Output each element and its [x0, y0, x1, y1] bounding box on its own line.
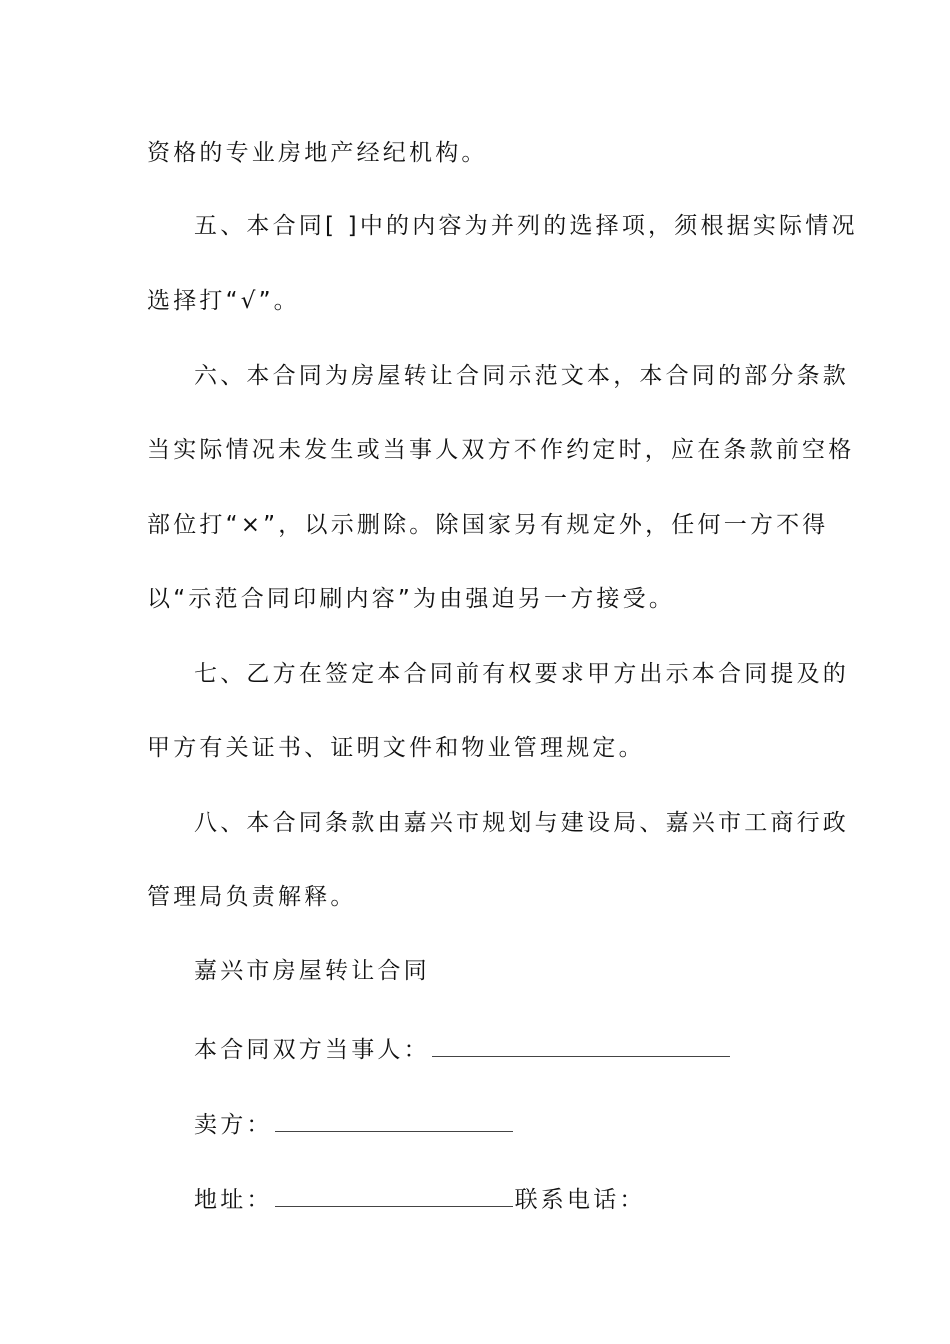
address-label: 地址：: [194, 1187, 273, 1213]
text-line: 选择打“√”。: [147, 288, 300, 314]
text-line: 资格的专业房地产经纪机构。: [147, 140, 488, 166]
text-line: 甲方有关证书、证明文件和物业管理规定。: [147, 735, 645, 761]
parties-blank[interactable]: [432, 1034, 730, 1057]
clause-seven: 七、乙方在签定本合同前有权要求甲方出示本合同提及的: [194, 661, 849, 687]
clause-six: 六、本合同为房屋转让合同示范文本，本合同的部分条款: [194, 363, 849, 389]
clause-five: 五、本合同[ ]中的内容为并列的选择项，须根据实际情况: [194, 213, 858, 239]
text-line: 部位打“×”，以示删除。除国家另有规定外，任何一方不得: [147, 512, 829, 538]
parties-row: [194, 1034, 807, 1064]
text-line: 当实际情况未发生或当事人双方不作约定时，应在条款前空格: [147, 437, 855, 463]
address-blank[interactable]: [275, 1184, 513, 1207]
parties-label: 本合同双方当事人：: [194, 1037, 430, 1063]
text-line: 管理局负责解释。: [147, 884, 357, 910]
seller-label: 卖方：: [194, 1112, 273, 1138]
contract-title: 嘉兴市房屋转让合同: [194, 958, 430, 984]
seller-blank[interactable]: [275, 1109, 513, 1132]
address-row: [194, 1184, 807, 1214]
text-line: 以“示范合同印刷内容”为由强迫另一方接受。: [147, 586, 676, 612]
seller-row: [194, 1109, 807, 1139]
phone-label: 联系电话：: [514, 1187, 646, 1213]
clause-eight: 八、本合同条款由嘉兴市规划与建设局、嘉兴市工商行政: [194, 810, 849, 836]
